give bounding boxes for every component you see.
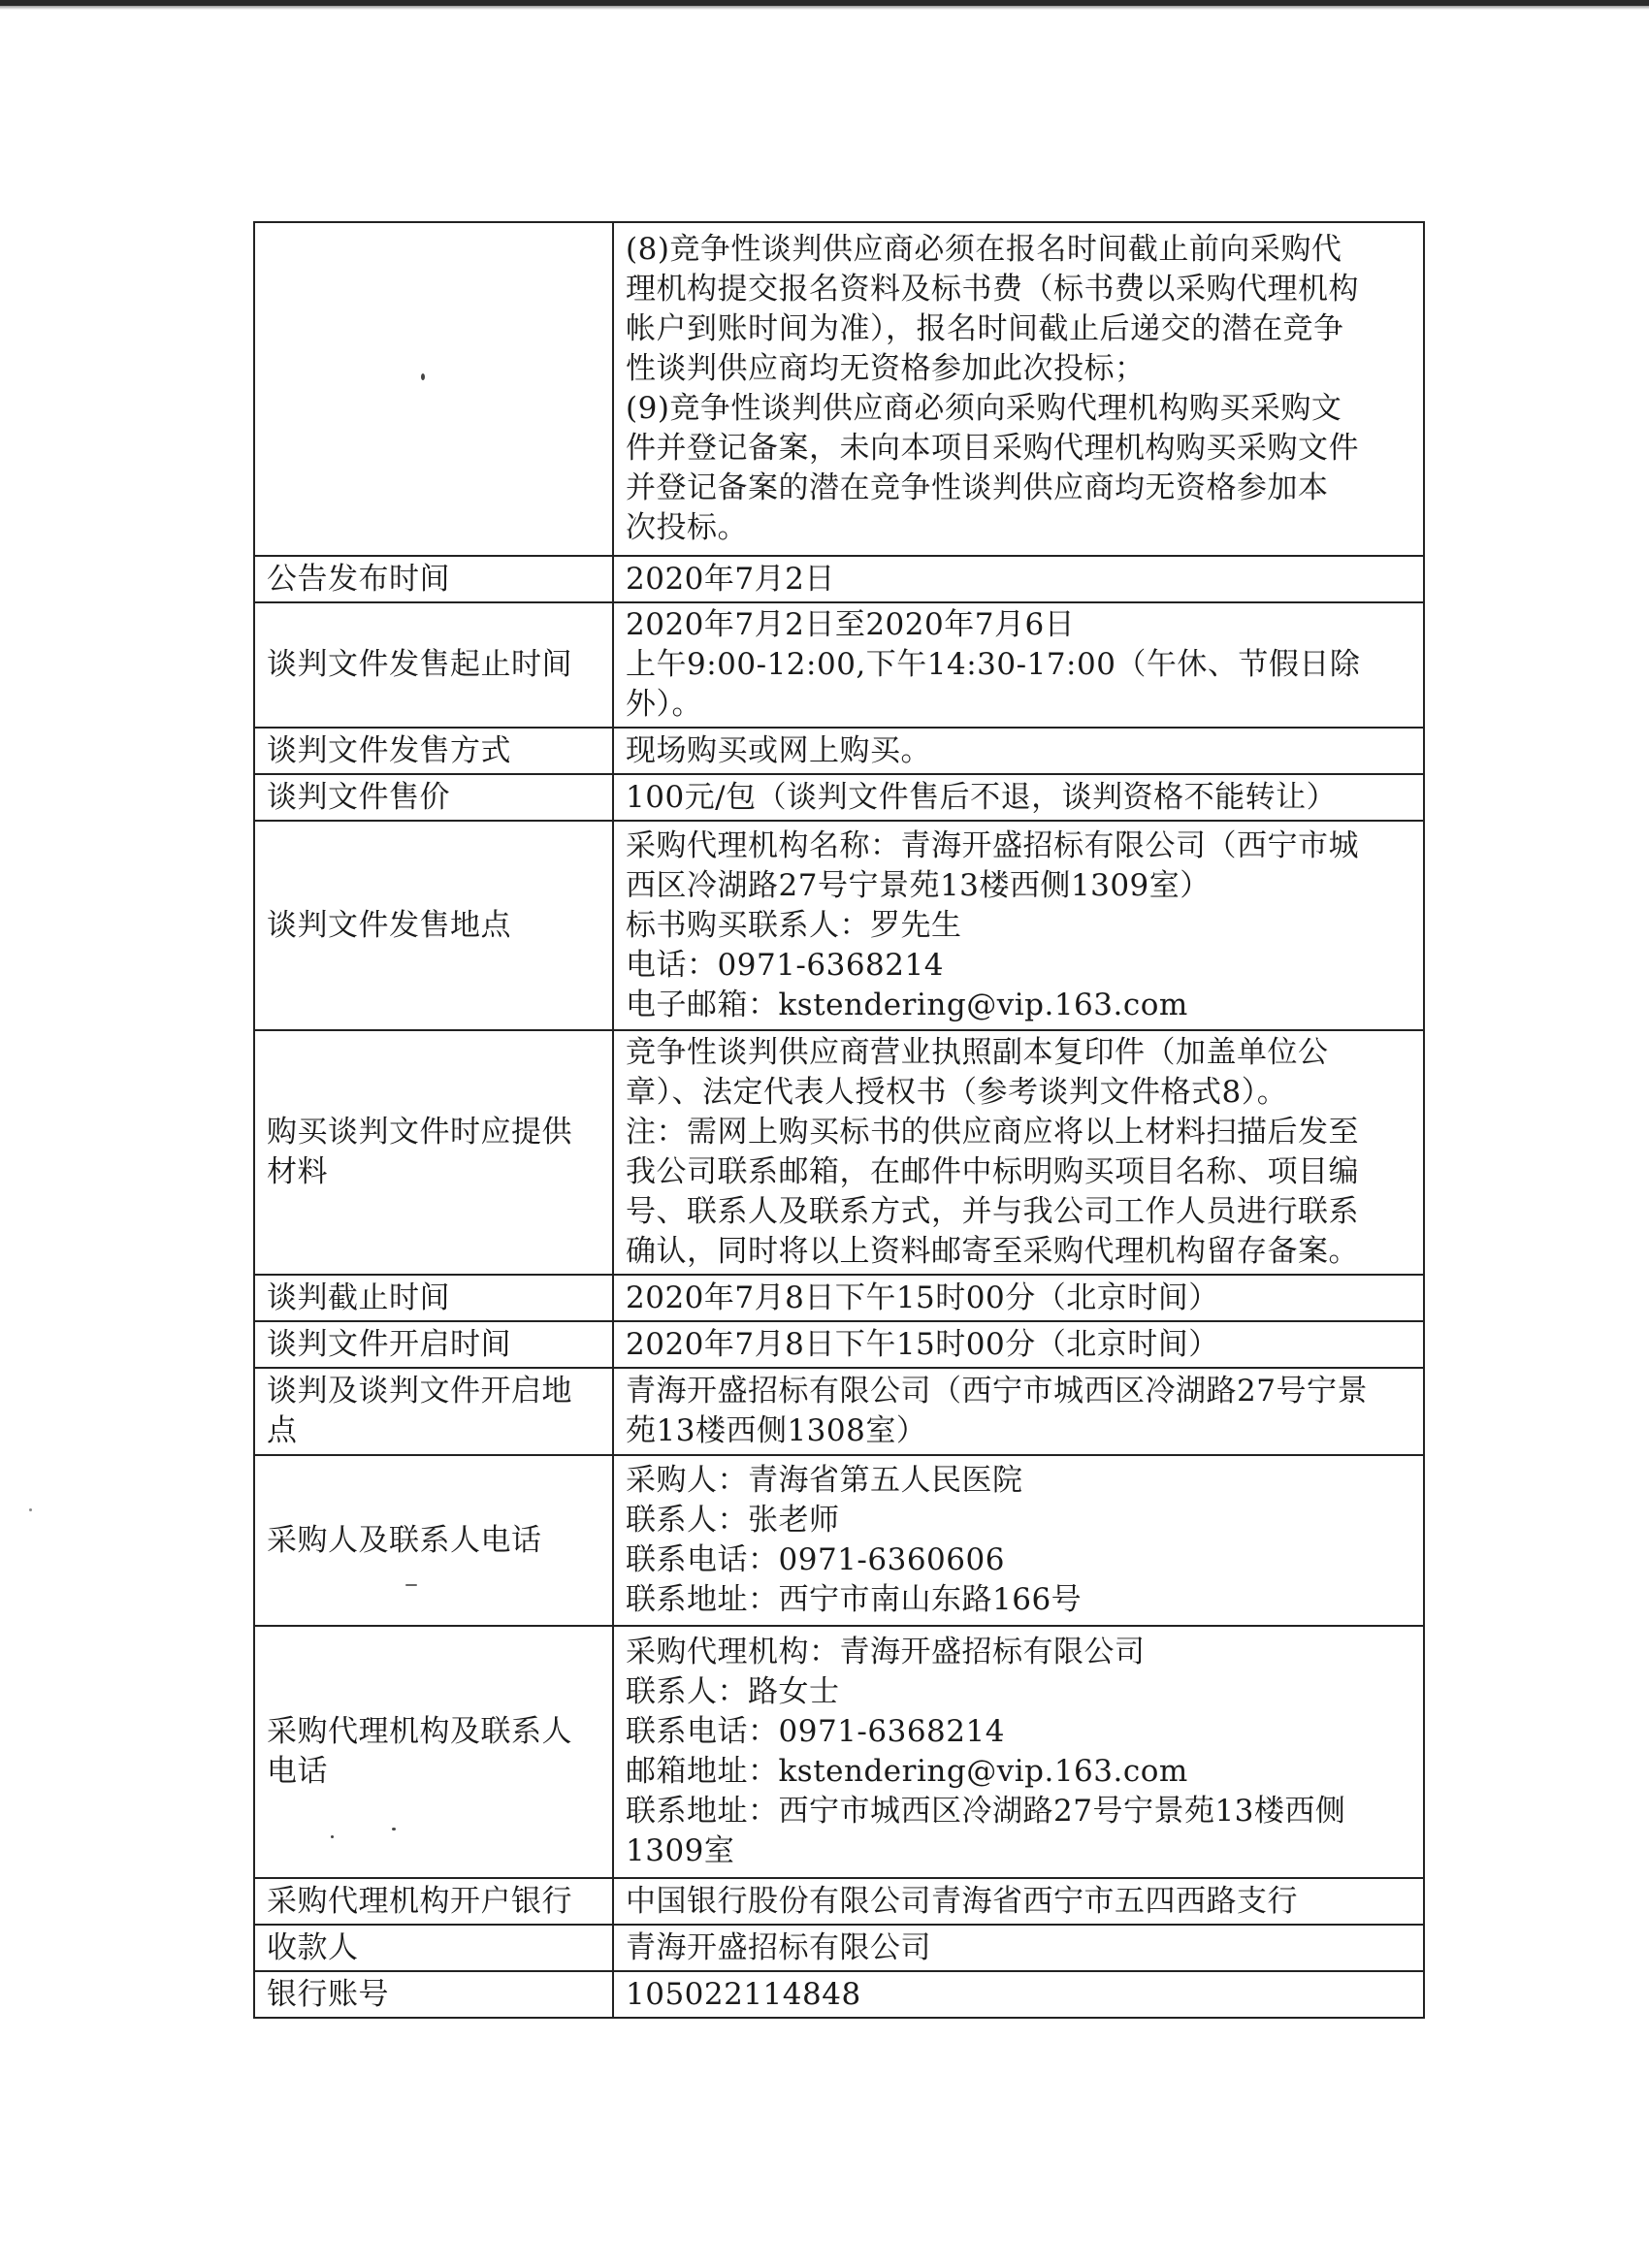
row-label: 采购代理机构及联系人电话 xyxy=(254,1626,613,1878)
value-line: 上午9:00-12:00,下午14:30-17:00（午休、节假日除 xyxy=(626,647,1361,682)
value-line: 注：需网上购买标书的供应商应将以上材料扫描后发至 xyxy=(626,1115,1359,1150)
value-line: 现场购买或网上购买。 xyxy=(626,732,931,768)
row-value xyxy=(613,1275,1424,1321)
value-line: 章）、法定代表人授权书（参考谈判文件格式8）。 xyxy=(626,1075,1288,1110)
value-line: 中国银行股份有限公司青海省西宁市五四西路支行 xyxy=(626,1883,1298,1919)
row-value xyxy=(613,821,1424,1030)
row-label: 采购代理机构开户银行 xyxy=(254,1878,613,1925)
row-value xyxy=(613,728,1424,774)
row-label: 谈判文件发售方式 xyxy=(254,728,613,774)
value-line: 2020年7月2日 xyxy=(626,561,835,597)
row-label: 谈判及谈判文件开启地点 xyxy=(254,1368,613,1455)
value-line: 外）。 xyxy=(626,687,702,722)
value-line: 2020年7月2日至2020年7月6日 xyxy=(626,607,1076,642)
value-line: 联系地址：西宁市南山东路166号 xyxy=(626,1582,1083,1617)
row-label: 收款人 xyxy=(254,1925,613,1971)
row-label: 购买谈判文件时应提供材料 xyxy=(254,1030,613,1275)
value-line: 标书购买联系人：罗先生 xyxy=(626,907,962,943)
row-label: 银行账号 xyxy=(254,1971,613,2018)
value-line: 电话：0971-6368214 xyxy=(626,947,944,983)
scan-top-edge xyxy=(0,0,1649,6)
table-row xyxy=(254,1275,1424,1321)
table-row xyxy=(254,556,1424,602)
row-value xyxy=(613,1455,1424,1626)
value-line: 采购代理机构：青海开盛招标有限公司 xyxy=(626,1635,1146,1669)
value-line: 2020年7月8日下午15时00分（北京时间） xyxy=(626,1280,1219,1315)
value-line: 竞争性谈判供应商营业执照副本复印件（加盖单位公 xyxy=(626,1035,1329,1070)
row-label: 采购人及联系人电话 xyxy=(254,1455,613,1626)
value-line: 联系地址：西宁市城西区冷湖路27号宁景苑13楼西侧 xyxy=(626,1794,1346,1829)
scan-speck xyxy=(29,1508,32,1511)
procurement-info-table xyxy=(253,221,1425,2019)
scan-speck xyxy=(421,373,425,380)
table-row xyxy=(254,1626,1424,1878)
table-row xyxy=(254,774,1424,821)
row-label: 谈判文件发售地点 xyxy=(254,821,613,1030)
row-value xyxy=(613,222,1424,556)
table-row xyxy=(254,821,1424,1030)
row-value xyxy=(613,1030,1424,1275)
table-row xyxy=(254,1971,1424,2018)
value-line: 次投标。 xyxy=(626,510,748,545)
table-row xyxy=(254,1030,1424,1275)
value-line: 西区冷湖路27号宁景苑13楼西侧1309室） xyxy=(626,867,1211,903)
row-label: 谈判文件开启时间 xyxy=(254,1321,613,1368)
value-line: 采购人：青海省第五人民医院 xyxy=(626,1463,1023,1498)
table-row xyxy=(254,1368,1424,1455)
table-row xyxy=(254,728,1424,774)
value-line: 性谈判供应商均无资格参加此次投标； xyxy=(626,351,1146,386)
value-line: 帐户到账时间为准），报名时间截止后递交的潜在竞争 xyxy=(626,311,1344,346)
row-value xyxy=(613,1971,1424,2018)
table-row xyxy=(254,1878,1424,1925)
row-label: 公告发布时间 xyxy=(254,556,613,602)
table-body xyxy=(254,222,1424,2018)
value-line: 理机构提交报名资料及标书费（标书费以采购代理机构 xyxy=(626,272,1359,307)
scan-speck xyxy=(392,1828,396,1831)
value-line: 联系人：路女士 xyxy=(626,1674,840,1709)
value-line: 1309室 xyxy=(626,1833,735,1868)
value-line: 2020年7月8日下午15时00分（北京时间） xyxy=(626,1326,1219,1362)
value-line: 105022114848 xyxy=(626,1976,861,2012)
value-line: 邮箱地址：kstendering@vip.163.com xyxy=(626,1754,1188,1789)
table-row xyxy=(254,1925,1424,1971)
value-line: (8)竞争性谈判供应商必须在报名时间截止前向采购代 xyxy=(626,232,1342,267)
table-row xyxy=(254,222,1424,556)
value-line: 联系电话：0971-6360606 xyxy=(626,1542,1005,1577)
value-line: 100元/包（谈判文件售后不退，谈判资格不能转让） xyxy=(626,779,1338,815)
value-line: 青海开盛招标有限公司 xyxy=(626,1929,931,1965)
value-line: 并登记备案的潜在竞争性谈判供应商均无资格参加本 xyxy=(626,470,1329,505)
row-value xyxy=(613,1878,1424,1925)
row-value xyxy=(613,602,1424,728)
value-line: 苑13楼西侧1308室） xyxy=(626,1413,927,1448)
row-label: 谈判截止时间 xyxy=(254,1275,613,1321)
row-value xyxy=(613,1321,1424,1368)
row-value xyxy=(613,1368,1424,1455)
value-line: 联系电话：0971-6368214 xyxy=(626,1714,1005,1749)
row-value xyxy=(613,1626,1424,1878)
row-label: 谈判文件发售起止时间 xyxy=(254,602,613,728)
value-line: 确认，同时将以上资料邮寄至采购代理机构留存备案。 xyxy=(626,1234,1359,1269)
value-line: (9)竞争性谈判供应商必须向采购代理机构购买采购文 xyxy=(626,391,1342,426)
row-label xyxy=(254,222,613,556)
value-line: 联系人：张老师 xyxy=(626,1503,840,1538)
value-line: 青海开盛招标有限公司（西宁市城西区冷湖路27号宁景 xyxy=(626,1374,1368,1409)
scan-speck xyxy=(331,1835,334,1838)
row-value xyxy=(613,1925,1424,1971)
row-value xyxy=(613,556,1424,602)
value-line: 电子邮箱：kstendering@vip.163.com xyxy=(626,987,1188,1022)
value-line: 我公司联系邮箱，在邮件中标明购买项目名称、项目编 xyxy=(626,1154,1359,1189)
row-value xyxy=(613,774,1424,821)
value-line: 件并登记备案，未向本项目采购代理机构购买采购文件 xyxy=(626,431,1359,466)
table-row xyxy=(254,1455,1424,1626)
table-row xyxy=(254,602,1424,728)
scan-speck xyxy=(405,1584,417,1586)
value-line: 号、联系人及联系方式，并与我公司工作人员进行联系 xyxy=(626,1194,1359,1229)
table-row xyxy=(254,1321,1424,1368)
row-label: 谈判文件售价 xyxy=(254,774,613,821)
value-line: 采购代理机构名称：青海开盛招标有限公司（西宁市城 xyxy=(626,827,1359,863)
